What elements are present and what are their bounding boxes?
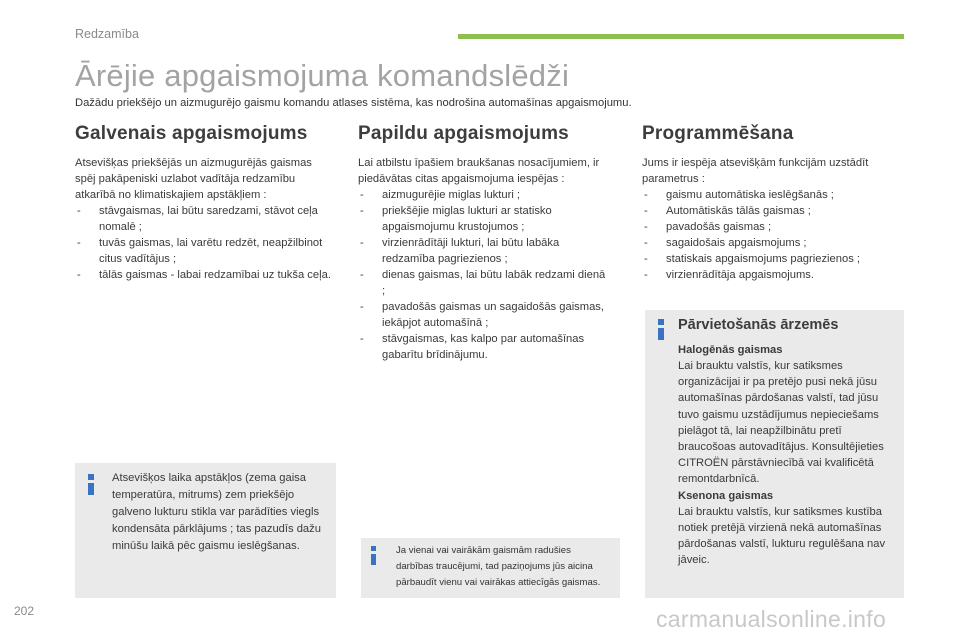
- programming-heading: Programmēšana: [642, 123, 794, 144]
- halogen-text: Lai brauktu valstīs, kur satiksmes organizācijai ir pa pretējo pusi nekā jūsu automašīnas pārdošanas valstī, tad jūsu tuvo gaismu uzstādījumus nepieciešams pielāgot tā, lai neapžilbinātu pretī braucošoas autovadītājus. Konsultējieties CITROËN pārstāvniecībā vai kvalificētā remontdarbnīcā.: [678, 360, 884, 486]
- watermark: carmanualsonline.info: [656, 606, 887, 632]
- list-item: - stāvgaismas, lai būtu saredzami, stāvot ceļa nomalē ;: [75, 203, 333, 235]
- additional-lighting-column: [358, 123, 620, 363]
- travel-abroad-box: [645, 310, 904, 598]
- info-icon: [369, 546, 379, 566]
- intro-text: Dažādu priekšējo un aizmugurējo gaismu komandu atlases sistēma, kas nodrošina automašīnas apgaismojumu.: [75, 97, 632, 109]
- malfunction-note-line: darbības traucējumi, tad paziņojums jūs aicina: [396, 561, 593, 572]
- malfunction-note-line: Ja vienai vai vairākām gaismām radušies: [396, 545, 571, 556]
- main-lighting-heading: Galvenais apgaismojums: [75, 123, 308, 144]
- page-title: Ārējie apgaismojuma komandslēdži: [75, 58, 570, 93]
- list-item: - virzienrādītāji lukturi, lai būtu labāka redzamība pagriezienos ;: [358, 235, 608, 267]
- xenon-text: Lai brauktu valstīs, kur satiksmes kustība notiek pretējā virzienā nekā automašīnas pārdošanas valstī, lukturu regulēšana nav jāveic.: [678, 505, 886, 567]
- list-item: - tālās gaismas - labai redzamībai uz tukša ceļa.: [75, 267, 333, 283]
- list-item: - Automātiskās tālās gaismas ;: [642, 203, 900, 219]
- list-item: - gaismu automātiska ieslēgšanās ;: [642, 187, 900, 203]
- info-icon: [86, 474, 96, 496]
- programming-text: Jums ir iespēja atsevišķām funkcijām uzstādīt parametrus :: [642, 157, 869, 185]
- list-item: - dienas gaismas, lai būtu labāk redzami dienā ;: [358, 267, 608, 299]
- main-lighting-column: [75, 123, 337, 283]
- xenon-heading: Ksenona gaismas: [678, 489, 774, 502]
- list-item: - sagaidošais apgaismojums ;: [642, 235, 900, 251]
- additional-lighting-list: [358, 187, 608, 363]
- travel-abroad-title: Pārvietošanās ārzemēs: [678, 317, 839, 333]
- list-item: - pavadošās gaismas ;: [642, 219, 900, 235]
- section-label: Redzamība: [75, 27, 139, 41]
- list-item: - virzienrādītāja apgaismojums.: [642, 267, 900, 283]
- additional-lighting-heading: Papildu apgaismojums: [358, 123, 569, 144]
- page-number: 202: [14, 604, 35, 618]
- main-lighting-text: Atsevišķas priekšējās un aizmugurējās gaismas spēj pakāpeniski uzlabot vadītāja redzamību atkarībā no klimatiskajiem apstākļiem :: [75, 157, 312, 201]
- main-lighting-list: [75, 203, 333, 283]
- list-item: - statiskais apgaismojums pagriezienos ;: [642, 251, 900, 267]
- malfunction-note-line: pārbaudīt vienu vai vairākas attiecīgās gaismas.: [396, 577, 601, 588]
- section-accent-bar: [458, 34, 904, 39]
- list-item: - stāvgaismas, kas kalpo par automašīnas gabarītu brīdinājumu.: [358, 331, 608, 363]
- travel-abroad-content: [678, 342, 900, 568]
- programming-list: [642, 187, 900, 283]
- malfunction-note-text: [396, 543, 618, 591]
- halogen-heading: Halogēnās gaismas: [678, 344, 783, 356]
- list-item: - tuvās gaismas, lai varētu redzēt, neapžilbinot citus vadītājus ;: [75, 235, 333, 267]
- condensation-note-box: [75, 463, 336, 598]
- programming-column: [642, 123, 904, 283]
- additional-lighting-text: Lai atbilstu īpašiem braukšanas nosacījumiem, ir piedāvātas citas apgaismojuma iespējas :: [358, 157, 600, 185]
- condensation-note-text: Atsevišķos laika apstākļos (zema gaisa temperatūra, mitrums) zem priekšējo galveno lukturu stikla var parādīties viegls kondensāta pārklājums ; tas pazudīs dažu minūšu laikā pēc gaismu ieslēgšanas.: [112, 472, 321, 552]
- info-icon: [656, 319, 666, 341]
- list-item: - aizmugurējie miglas lukturi ;: [358, 187, 608, 203]
- list-item: - priekšējie miglas lukturi ar statisko apgaismojumu krustojumos ;: [358, 203, 608, 235]
- list-item: - pavadošās gaismas un sagaidošās gaismas, iekāpjot automašīnā ;: [358, 299, 608, 331]
- malfunction-note-box: [361, 538, 620, 598]
